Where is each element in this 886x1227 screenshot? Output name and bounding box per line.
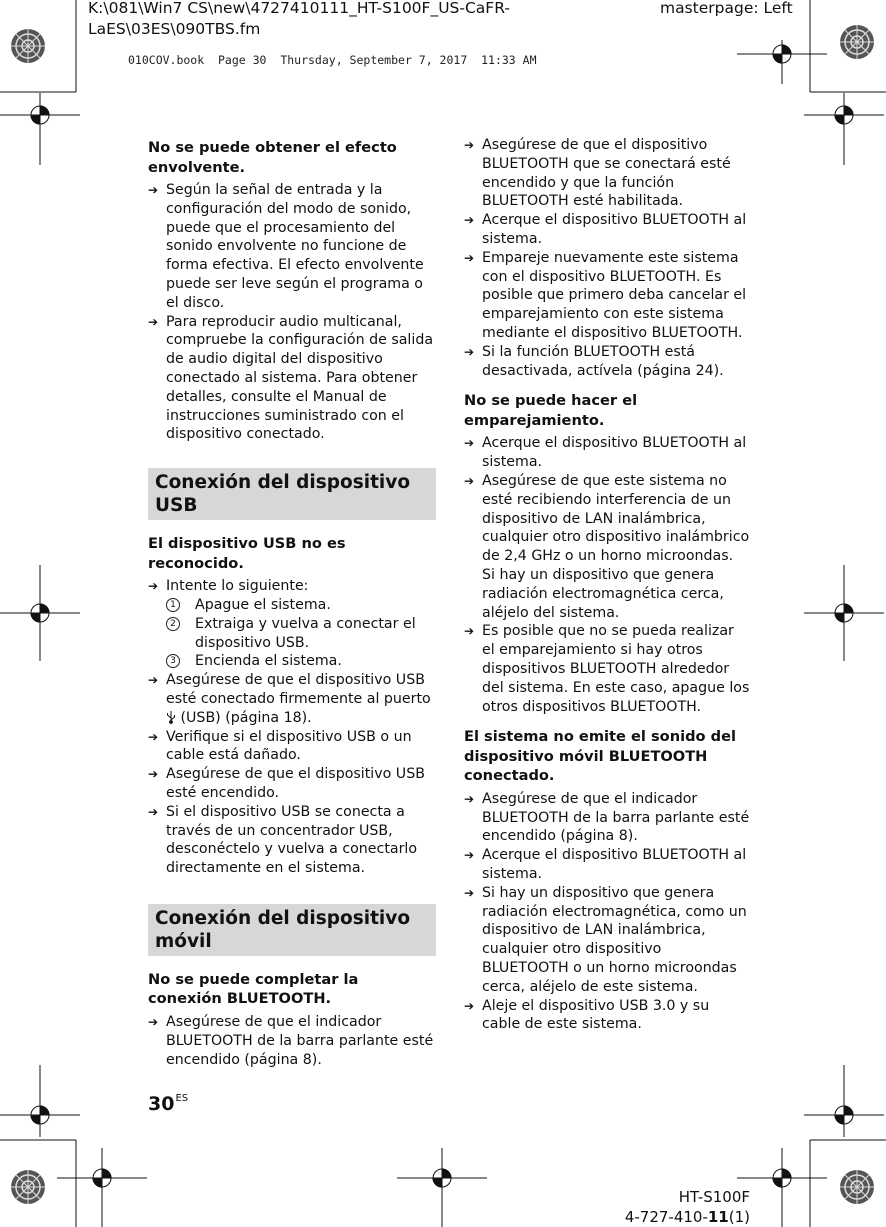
arrow-icon: ➔ xyxy=(464,473,475,488)
arrow-icon: ➔ xyxy=(148,183,159,197)
list-item: ➔ Asegúrese de que el dispositivo USB esté conectado firmemente al puerto (USB) (página 18). xyxy=(148,672,431,726)
arrow-icon: ➔ xyxy=(464,213,475,228)
radial-target-top-right xyxy=(840,25,874,59)
masterpage-label: masterpage: Left xyxy=(660,0,793,17)
left-column xyxy=(148,136,436,1069)
arrow-icon: ➔ xyxy=(148,1014,159,1029)
section-title-usb: Conexión del dispositivo USB xyxy=(148,468,436,520)
list-item: ➔ Si hay un dispositivo que genera radiación electromagnética, como un dispositivo de LAN inalámbrica, cualquier otro dispositivo BLUETOOTH o un horno microondas cerca, aléjelo de este sistema. xyxy=(464,884,747,995)
arrow-icon: ➔ xyxy=(464,624,475,639)
file-path-line-1: K:\081\Win7 CS\new\4727410111_HT-S100F_US-CaFR- xyxy=(88,0,510,17)
list-item: ➔ Si la función BLUETOOTH está desactivada, actívela (página 24). xyxy=(464,343,724,379)
arrow-icon: ➔ xyxy=(464,848,475,863)
heading-bluetooth-connect: No se puede completar la conexión BLUETOOTH. xyxy=(148,970,359,1008)
language-code: ES xyxy=(175,1093,189,1104)
list-item: ➔ Empareje nuevamente este sistema con el dispositivo BLUETOOTH. Es posible que primero deba cancelar el emparejamiento con este sistema mediante el dispositivo BLUETOOTH. xyxy=(464,249,747,341)
crosshair-mark xyxy=(804,93,884,165)
step-number: 3 xyxy=(166,654,180,668)
arrow-icon: ➔ xyxy=(464,791,475,806)
arrow-icon: ➔ xyxy=(464,250,475,265)
list-item: ➔ Aleje el dispositivo USB 3.0 y su cable de este sistema. xyxy=(464,997,710,1033)
arrow-icon: ➔ xyxy=(464,885,475,900)
arrow-icon: ➔ xyxy=(464,998,475,1013)
arrow-icon: ➔ xyxy=(464,138,475,152)
list-item: ➔ Intente lo siguiente: xyxy=(148,578,309,595)
list-item: ➔ Según la señal de entrada y la configuración del modo de sonido, puede que el procesamiento del sonido envolvente no funcione de forma efectiva. El efecto envolvente puede ser leve según el programa o el disco. xyxy=(148,182,424,311)
radial-target-top-left xyxy=(11,29,45,63)
section-title-mobile: Conexión del dispositivo móvil xyxy=(148,904,436,956)
crosshair-mark xyxy=(57,1148,147,1227)
crosshair-mark xyxy=(0,1065,80,1137)
crosshair-mark xyxy=(397,1148,487,1227)
radial-target-bottom-right xyxy=(840,1170,874,1204)
arrow-icon: ➔ xyxy=(148,804,159,819)
list-item: ➔ Acerque el dispositivo BLUETOOTH al sistema. xyxy=(464,847,747,882)
arrow-icon: ➔ xyxy=(148,729,159,744)
book-info: 010COV.book Page 30 Thursday, September 7, 2017 11:33 AM xyxy=(128,53,537,67)
crosshair-mark xyxy=(737,1148,827,1227)
crosshair-mark xyxy=(0,93,80,165)
heading-no-sound: El sistema no emite el sonido del dispositivo móvil BLUETOOTH conectado. xyxy=(464,728,736,785)
heading-pairing: No se puede hacer el emparejamiento. xyxy=(464,392,638,429)
crosshair-mark xyxy=(737,40,827,84)
arrow-icon: ➔ xyxy=(148,314,159,329)
list-item: ➔ Asegúrese de que el indicador BLUETOOTH de la barra parlante esté encendido (página 8). xyxy=(464,790,750,845)
arrow-icon: ➔ xyxy=(464,344,475,359)
crosshair-mark xyxy=(0,565,80,661)
step-item: 1 Apague el sistema. xyxy=(148,596,436,615)
crosshair-mark xyxy=(804,565,884,661)
list-item: ➔ Asegúrese de que el dispositivo BLUETOOTH que se conectará esté encendido y que la función BLUETOOTH esté habilitada. xyxy=(464,137,731,210)
step-item: 3 Encienda el sistema. xyxy=(148,652,436,671)
model-info xyxy=(625,1187,750,1227)
arrow-icon: ➔ xyxy=(464,436,475,451)
arrow-icon: ➔ xyxy=(148,673,159,688)
arrow-icon: ➔ xyxy=(148,767,159,782)
list-item: ➔ Es posible que no se pueda realizar el emparejamiento si hay otros dispositivos BLUETOOTH alrededor del sistema. En este caso, apague los otros dispositivos BLUETOOTH. xyxy=(464,623,750,715)
list-item: ➔ Acerque el dispositivo BLUETOOTH al sistema. xyxy=(464,435,747,471)
list-item: ➔ Asegúrese de que el dispositivo USB esté encendido. xyxy=(148,766,425,801)
list-item: ➔ Acerque el dispositivo BLUETOOTH al sistema. xyxy=(464,212,747,247)
heading-no-surround: No se puede obtener el efecto envolvente. xyxy=(148,139,397,176)
model-name: HT-S100F xyxy=(678,1188,750,1206)
list-item: ➔ Asegúrese de que el indicador BLUETOOTH de la barra parlante esté encendido (página 8). xyxy=(148,1013,434,1068)
heading-usb-not-recognized: El dispositivo USB no es reconocido. xyxy=(148,535,346,572)
step-item: 2 Extraiga y vuelva a conectar el dispositivo USB. xyxy=(148,615,436,653)
file-path-line-2: LaES\03ES\090TBS.fm xyxy=(88,20,261,38)
page-number: $30^{ES}$ xyxy=(148,1093,189,1115)
step-number: 1 xyxy=(166,598,180,612)
usb-icon xyxy=(166,710,176,724)
list-item: ➔ Verifique si el dispositivo USB o un cable está dañado. xyxy=(148,728,412,764)
right-column xyxy=(464,136,750,1034)
radial-target-bottom-left xyxy=(11,1170,45,1204)
list-item: ➔ Asegúrese de que este sistema no esté recibiendo interferencia de un dispositivo de LAN inalámbrica, cualquier otro dispositivo inalámbrico de 2,4 GHz o un horno microondas. Si hay un dispositivo que genera radiación electromagnética cerca, aléjelo del sistema. xyxy=(464,472,750,621)
crosshair-mark xyxy=(804,1065,884,1137)
list-item: ➔ Para reproducir audio multicanal, compruebe la configuración de salida de audio digital del dispositivo conectado al sistema. Para obtener detalles, consulte el Manual de instrucciones suministrado con el dispositivo conectado. xyxy=(148,313,434,443)
part-number: 4-727-410-11(1) xyxy=(624,1208,750,1226)
list-item: ➔ Si el dispositivo USB se conecta a través de un concentrador USB, desconéctelo y vuelva a conectarlo directamente en el sistema. xyxy=(148,803,418,877)
arrow-icon: ➔ xyxy=(148,579,159,594)
step-number: 2 xyxy=(166,617,180,631)
